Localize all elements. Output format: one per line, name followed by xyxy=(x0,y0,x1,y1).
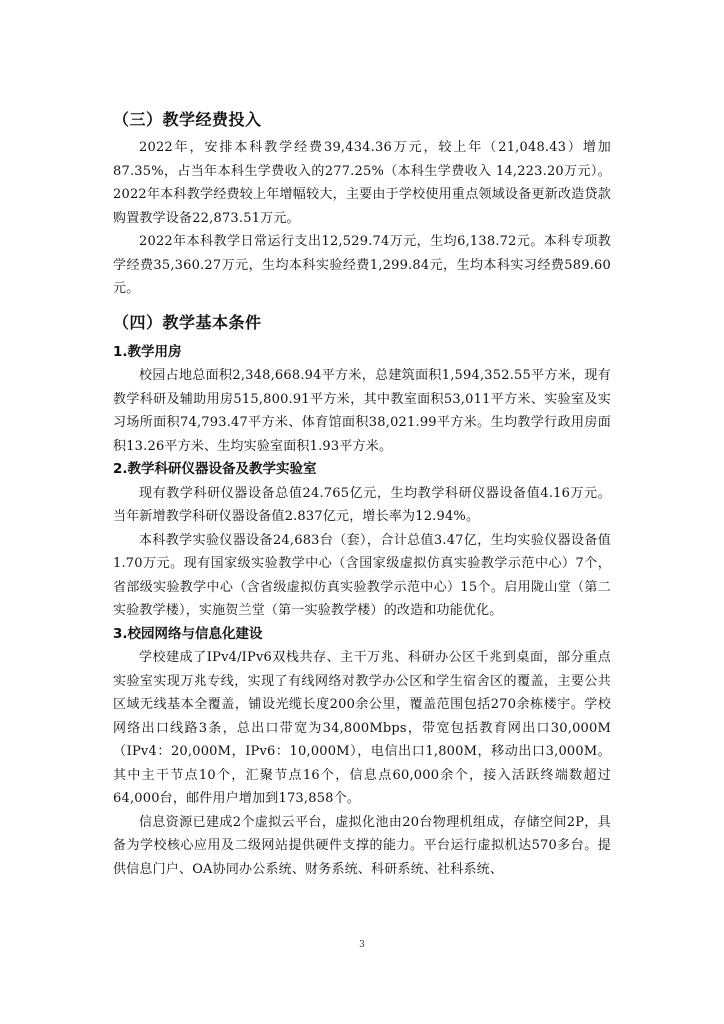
network-paragraph-2: 信息资源已建成2个虚拟云平台，虚拟化池由20台物理机组成，存储空间2P，具备为学校核心应用及二级网站提供硬件支撑的能力。平台运行虚拟机达570多台。提供信息门户、OA协同办公系统、财务系统、科研系统、社科系统、 xyxy=(113,814,611,877)
equipment-paragraph-1: 现有教学科研仪器设备总值24.765亿元，生均教学科研仪器设备值4.16万元。当年新增教学科研仪器设备值2.837亿元，增长率为12.94%。 xyxy=(113,485,611,524)
buildings-paragraph-1: 校园占地总面积2,348,668.94平方米，总建筑面积1,594,352.55平方米，现有教学科研及辅助用房515,800.91平方米，其中教室面积53,011平方米、实验室及实习场所面积74,793.47平方米、体育馆面积38,021.99平方米。生均教学行政用房面积13.26平方米、生均实验室面积1.93平方米。 xyxy=(113,368,611,454)
page-content xyxy=(113,108,611,881)
subheading-equipment: 2.教学科研仪器设备及教学实验室 xyxy=(113,461,317,477)
funding-paragraph-2: 2022年本科教学日常运行支出12,529.74万元，生均6,138.72元。本科专项教学经费35,360.27万元，生均本科实验经费1,299.84元，生均本科实习经费589.60元。 xyxy=(113,234,611,296)
subheading-buildings: 1.教学用房 xyxy=(113,343,182,360)
funding-paragraph-1: 2022年，安排本科教学经费39,434.36万元，较上年（21,048.43）增加87.35%，占当年本科生学费收入的277.25%（本科生学费收入 14,223.20万元）。2022年本科教学经费较上年增幅较大，主要由于学校使用重点领域设备更新改造贷款购置教学设备22,873.51万元。 xyxy=(113,140,611,226)
equipment-paragraph-2: 本科教学实验仪器设备24,683台（套），合计总值3.47亿，生均实验仪器设备值1.70万元。现有国家级实验教学中心（含国家级虚拟仿真实验教学示范中心）7个，省部级实验教学中心（含省级虚拟仿真实验教学示范中心）15个。启用陇山堂（第二实验教学楼），实施贺兰堂（第一实验教学楼）的改造和功能优化。 xyxy=(113,532,611,618)
section-heading-conditions: （四）教学基本条件 xyxy=(113,312,262,332)
page-number: 3 xyxy=(359,940,365,950)
network-paragraph-1: 学校建成了IPv4/IPv6双栈共存、主干万兆、科研办公区千兆到桌面，部分重点实验室实现万兆专线，实现了有线网络对教学办公区和学生宿舍区的覆盖，主要公共区域无线基本全覆盖，铺设光缆长度200余公里，覆盖范围包括270余栋楼宇。学校网络出口线路3条，总出口带宽为34,800Mbps，带宽包括教育网出口30,000M（IPv4：20,000M，IPv6：10,000M），电信出口1,800M，移动出口3,000M。其中主干节点10个，汇聚节点16个，信息点60,000余个，接入活跃终端数超过64,000台，邮件用户增加到173,858个。 xyxy=(113,650,611,806)
section-heading-funding: （三）教学经费投入 xyxy=(113,110,262,129)
subheading-network: 3.校园网络与信息化建设 xyxy=(113,625,263,642)
